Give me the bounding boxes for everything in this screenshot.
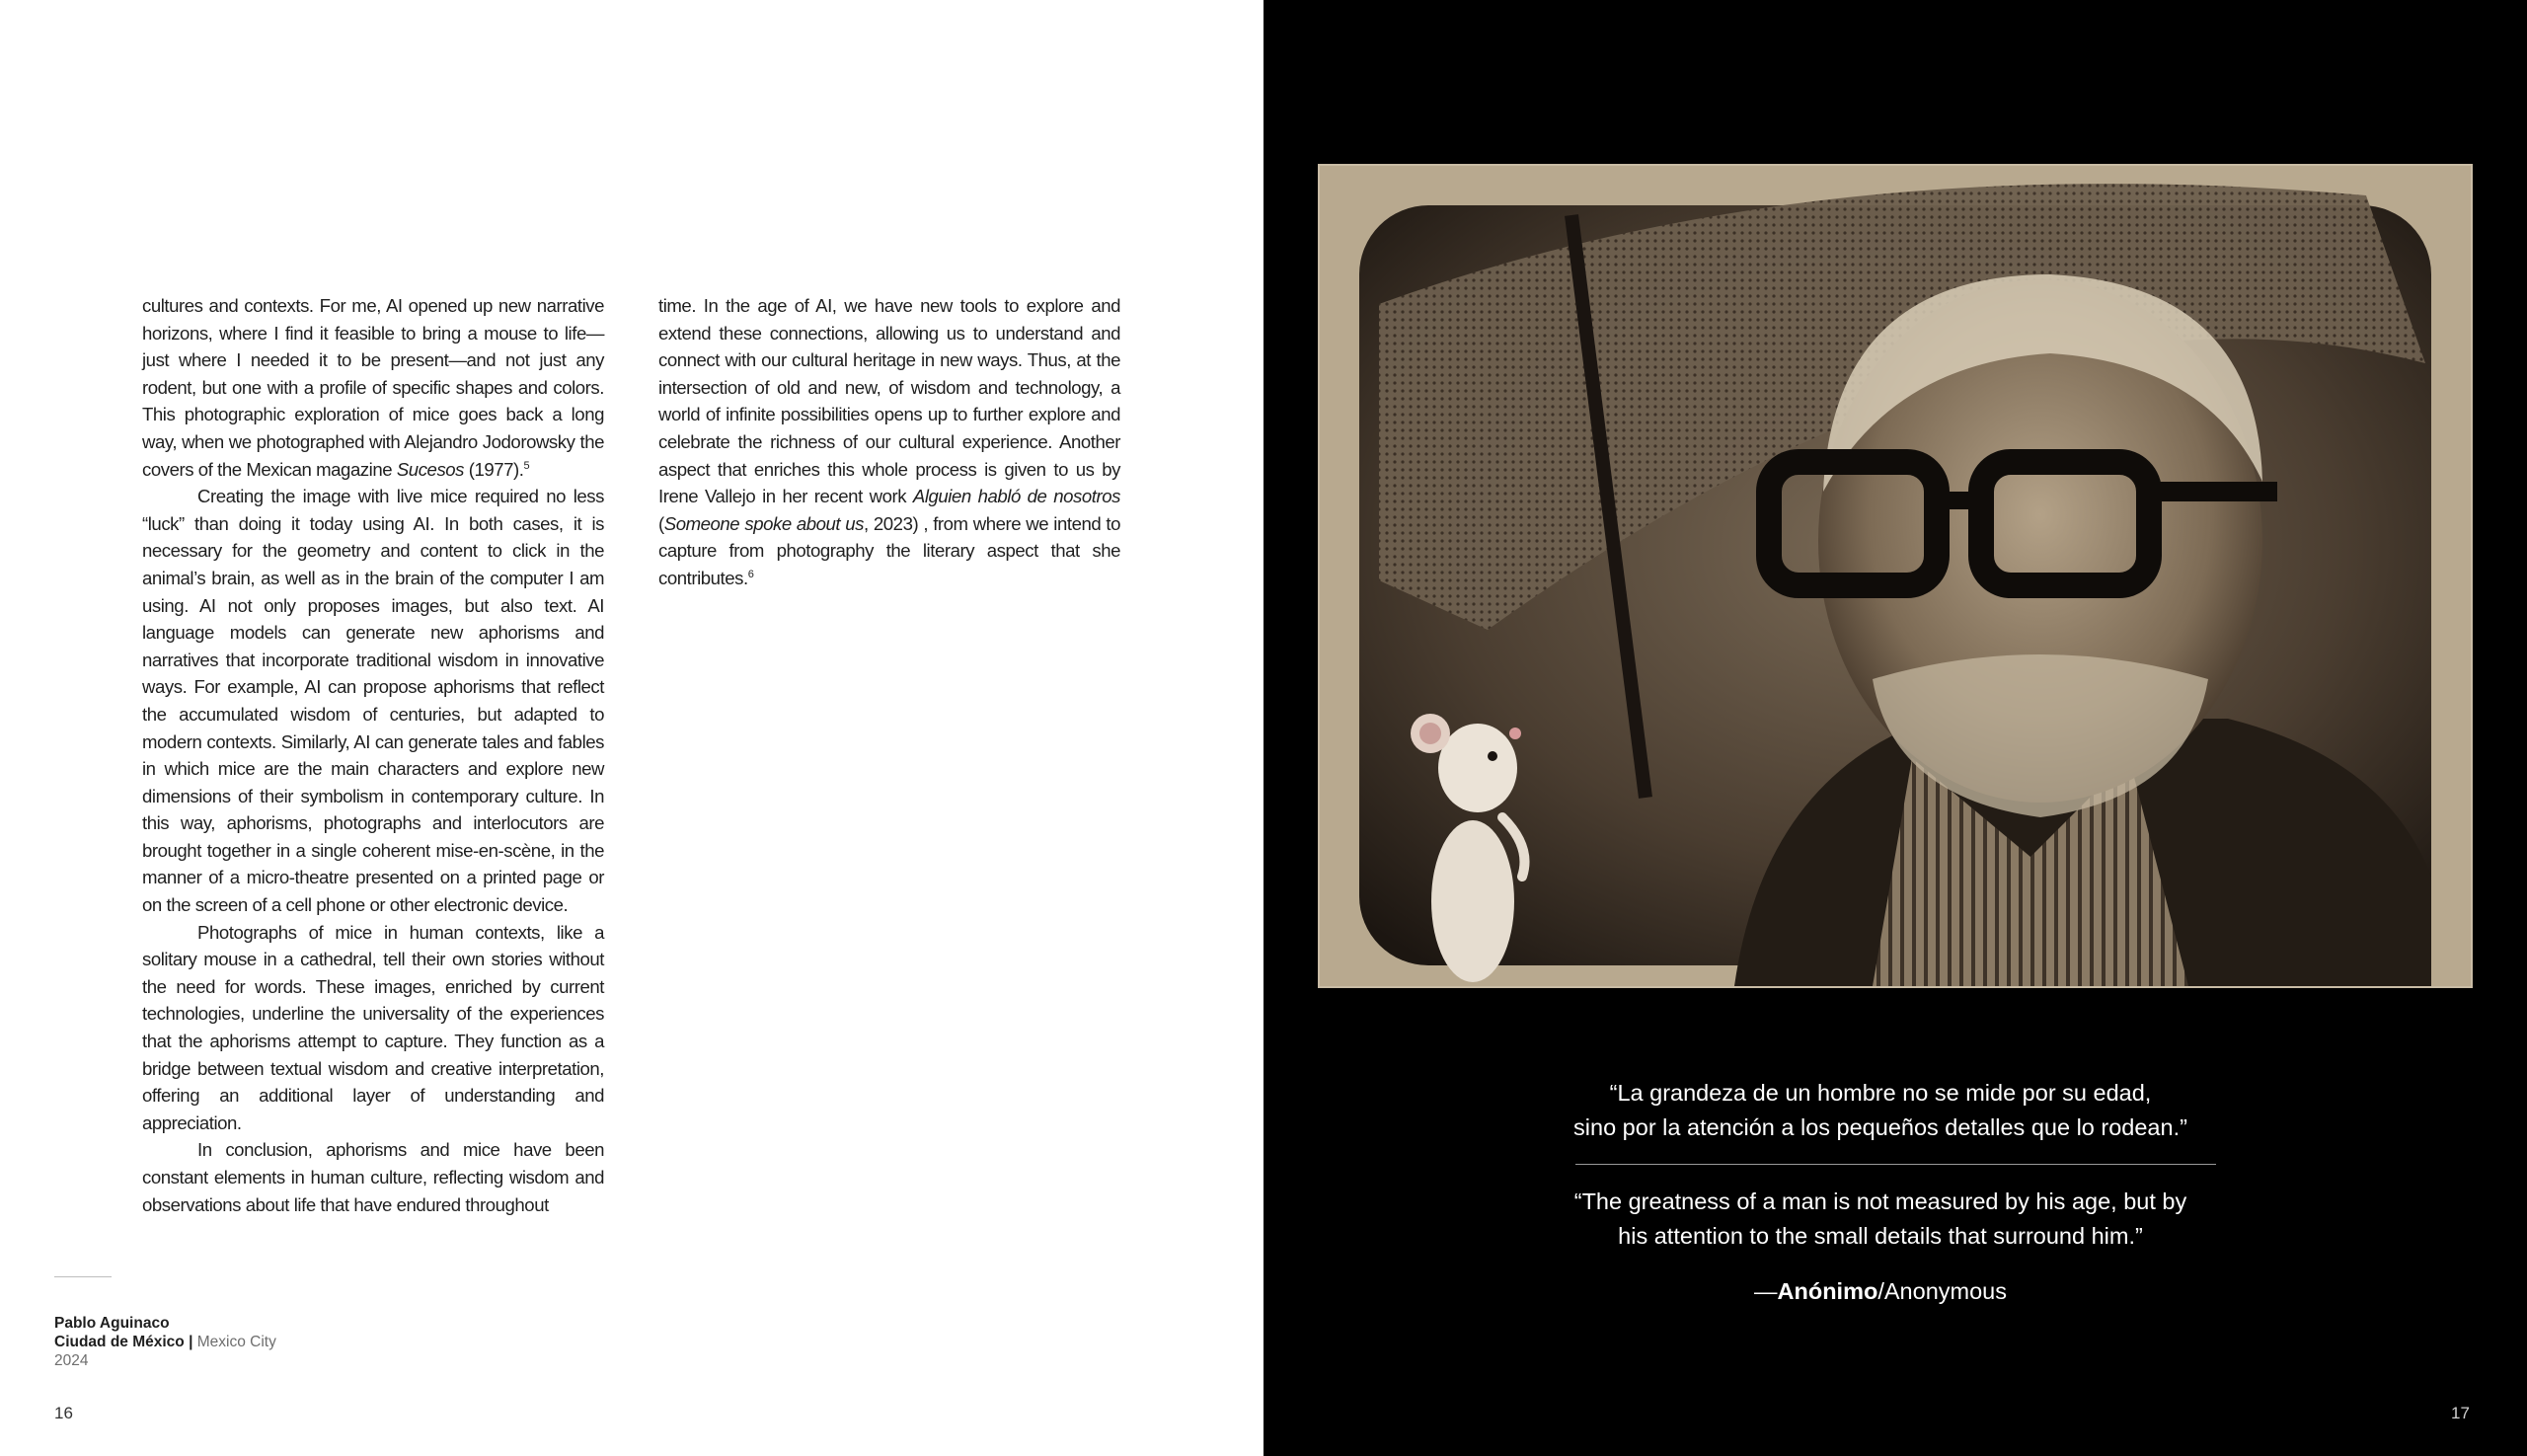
quote-attribution (1557, 1274, 2204, 1309)
portrait-illustration (1320, 166, 2471, 986)
paragraph: In conclusion, aphorisms and mice have been constant elements in human culture, reflecting wisdom and observations about life that have endured throughout (142, 1139, 604, 1215)
glasses-bridge (1932, 492, 1986, 509)
footnote-ref[interactable]: 5 (523, 459, 530, 472)
quote-line: “The greatness of a man is not measured by his age, but by (1573, 1188, 2187, 1214)
separator: | (184, 1334, 197, 1350)
quote-english (1557, 1185, 2204, 1254)
quote-line: his attention to the small details that surround him.” (1618, 1223, 2143, 1249)
quote-divider (1575, 1164, 2216, 1165)
separator: / (1877, 1278, 1884, 1304)
quote-line: “La grandeza de un hombre no se mide por su edad, (1609, 1080, 2152, 1106)
page-number-right: 17 (2451, 1404, 2470, 1422)
paragraph-text: (1977). (464, 458, 524, 480)
magazine-title: Sucesos (396, 458, 465, 480)
paragraph-text: ( (658, 512, 664, 534)
footnote-ref[interactable]: 6 (747, 568, 754, 580)
page-number-left: 16 (54, 1404, 73, 1422)
book-title: Alguien habló de nosotros (912, 486, 1120, 507)
glasses-arm (2139, 482, 2277, 501)
city-english: Mexico City (196, 1334, 276, 1350)
paragraph-text: cultures and contexts. For me, AI opened up new narrative horizons, where I find it feasible to bring a mouse to life—just where I needed it to be present—and not just any rodent, but one with a profile of specific shapes and colors. This photographic exploration of mice goes back a long way, when we photographed with Alejandro Jodorowsky the covers of the Mexican magazine (142, 295, 604, 480)
paragraph: Photographs of mice in human contexts, like a solitary mouse in a cathedral, tell their own stories without the need for words. These images, enriched by current technologies, underline the universality of the experiences that the aphorisms attempt to capture. They function as a bridge between textual wisdom and creative interpretation, offering an additional layer of understanding and appreciation. (142, 921, 604, 1133)
sepia-photograph (1318, 164, 2473, 988)
photo-credit (54, 1314, 276, 1370)
quote-line: sino por la atención a los pequeños detalles que lo rodean.” (1573, 1114, 2187, 1140)
author-spanish: Anónimo (1777, 1278, 1878, 1304)
author-name: Pablo Aguinaco (54, 1315, 170, 1332)
paragraph (658, 292, 1120, 592)
paragraph (142, 292, 604, 483)
location (54, 1333, 276, 1351)
text-column-1 (142, 292, 604, 1218)
paragraph-text: , 2023) , from where we intend to capture from photography the literary aspect that she contributes. (658, 512, 1121, 588)
em-dash: — (1754, 1278, 1778, 1304)
text-column-2 (658, 292, 1120, 592)
quote-spanish (1557, 1076, 2204, 1145)
paragraph-text: time. In the age of AI, we have new tools to explore and extend these connections, allowing us to understand and connect with our cultural heritage in new ways. Thus, at the intersection of old and new, of wisdom and technology, a world of infinite possibilities opens up to further explore and celebrate the richness of our cultural experience. Another aspect that enriches this whole process is given to us by Irene Vallejo in her recent work (658, 295, 1120, 507)
divider (54, 1276, 112, 1277)
year: 2024 (54, 1352, 89, 1369)
book-title-translation: Someone spoke about us (663, 512, 865, 534)
right-page (1264, 0, 2527, 1456)
author-english: Anonymous (1883, 1278, 2007, 1304)
city-spanish: Ciudad de México (54, 1334, 185, 1350)
paragraph: Creating the image with live mice required no less “luck” than doing it today using AI. In both cases, it is necessary for the geometry and content to click in the animal’s brain, as well as in the brain of the computer I am using. AI not only proposes images, but also text. AI language models can generate new aphorisms and narratives that incorporate traditional wisdom in innovative ways. For example, AI can propose aphorisms that reflect the accumulated wisdom of centuries, but adapted to modern contexts. Similarly, AI can generate tales and fables in which mice are the main characters and explore new dimensions of their symbolism in contemporary culture. In this way, aphorisms, photographs and interlocutors are brought together in a single coherent mise-en-scène, in the manner of a micro-theatre presented on a printed page or on the screen of a cell phone or other electronic device. (142, 486, 604, 916)
